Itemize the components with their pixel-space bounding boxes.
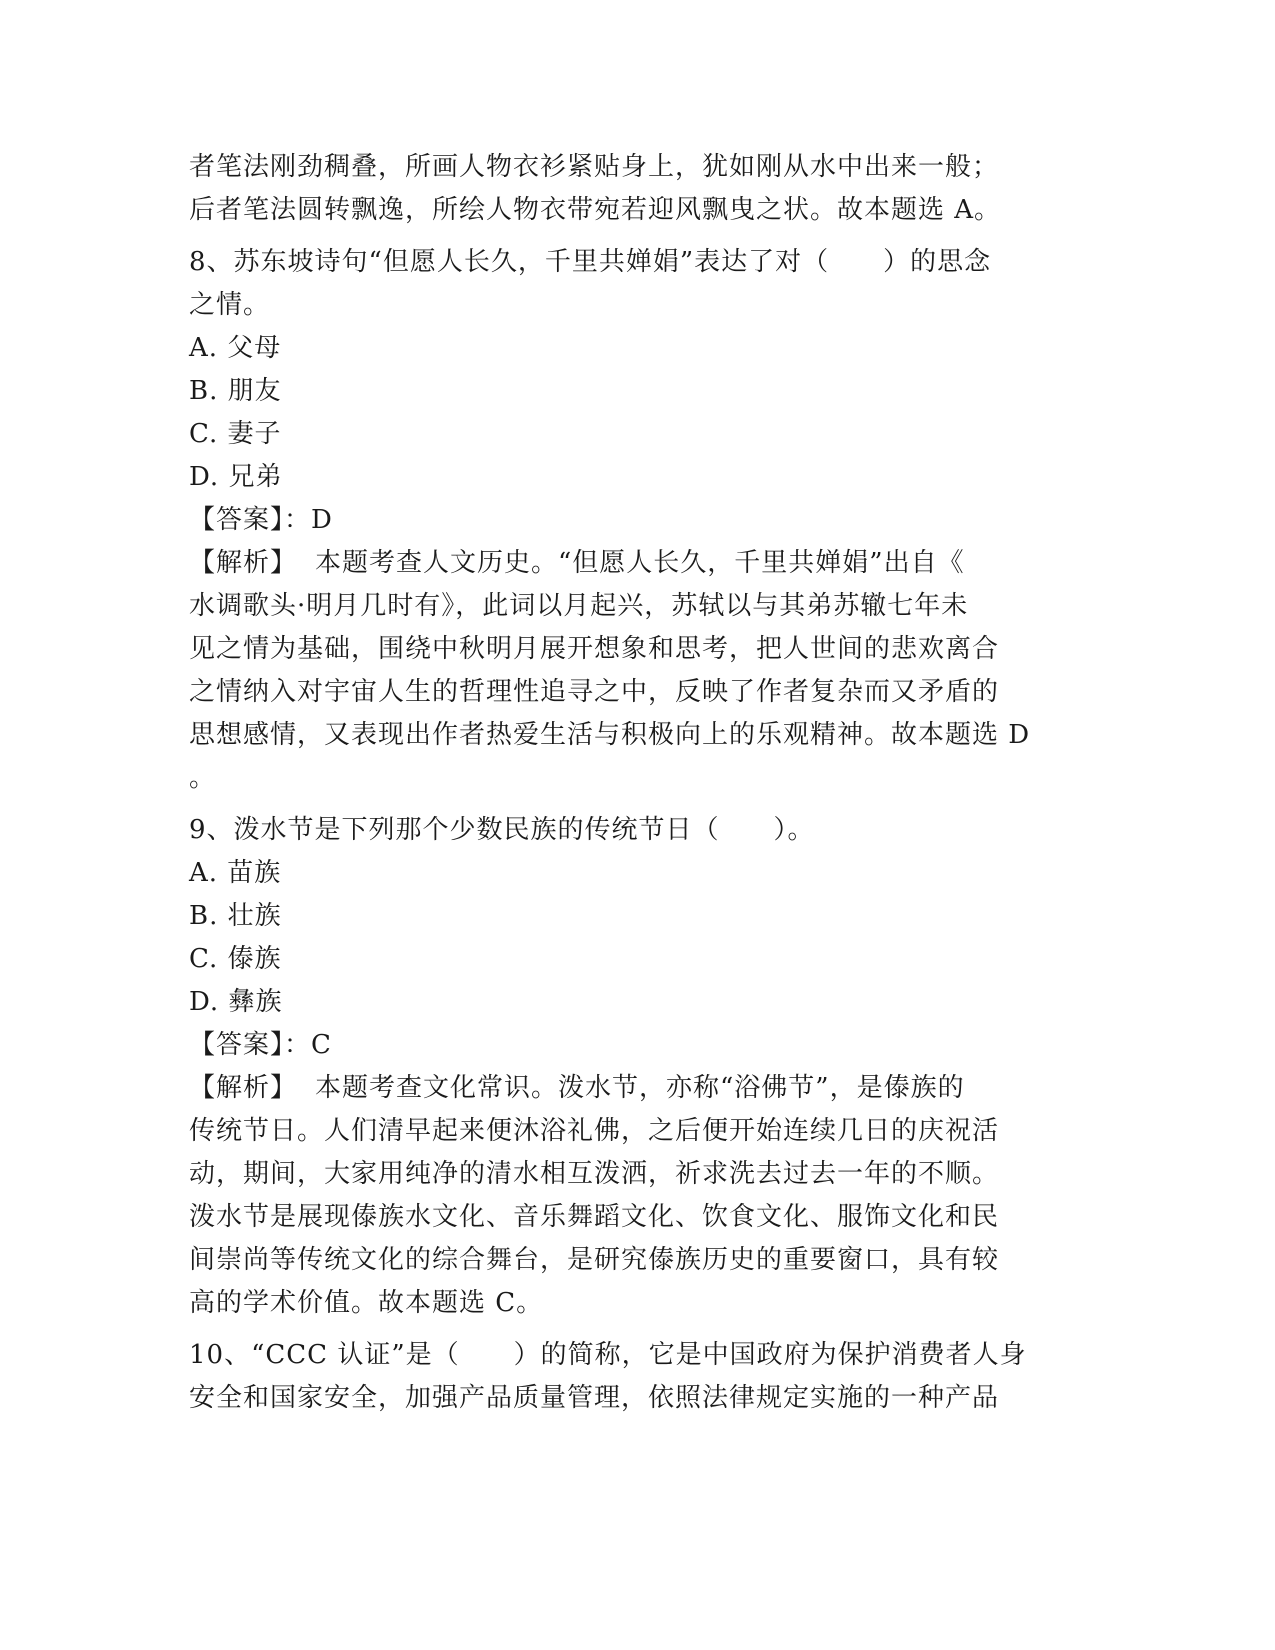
option-c: C. 傣族 <box>189 944 282 974</box>
answer-line <box>189 1024 1089 1067</box>
option-b: B. 朋友 <box>189 376 282 406</box>
analysis-line <box>189 1067 1089 1110</box>
option-c: C. 妻子 <box>189 419 282 449</box>
answer-line <box>189 499 1089 542</box>
intro-analysis <box>189 146 1089 232</box>
document-body <box>189 146 1089 1420</box>
question-8 <box>189 241 1089 800</box>
analysis-line: 之情纳入对宇宙人生的哲理性追寻之中，反映了作者复杂而又矛盾的 <box>189 677 1000 707</box>
question-9 <box>189 809 1089 1325</box>
analysis-line: 动，期间，大家用纯净的清水相互泼洒，祈求洗去过去一年的不顺。 <box>189 1159 1000 1189</box>
question-stem: 之情。 <box>189 290 271 320</box>
analysis-label: 【解析】 <box>189 548 298 578</box>
question-stem: 安全和国家安全，加强产品质量管理，依照法律规定实施的一种产品 <box>189 1383 1000 1413</box>
analysis-text: 本题考查人文历史。“但愿人长久，千里共婵娟”出自《 <box>315 548 965 578</box>
intro-line: 后者笔法圆转飘逸，所绘人物衣带宛若迎风飘曳之状。故本题选 A。 <box>189 195 1002 225</box>
option-d: D. 彝族 <box>189 987 283 1017</box>
analysis-line: 见之情为基础，围绕中秋明月展开想象和思考，把人世间的悲欢离合 <box>189 634 1000 664</box>
question-stem: 8、苏东坡诗句“但愿人长久，千里共婵娟”表达了对（ ）的思念 <box>189 247 992 277</box>
option-a: A. 父母 <box>189 333 282 363</box>
analysis-line: 水调歌头·明月几时有》，此词以月起兴，苏轼以与其弟苏辙七年未 <box>189 591 969 621</box>
question-10 <box>189 1334 1089 1420</box>
analysis-label: 【解析】 <box>189 1073 298 1103</box>
analysis-line: 泼水节是展现傣族水文化、音乐舞蹈文化、饮食文化、服饰文化和民 <box>189 1202 1000 1232</box>
question-stem: 10、“CCC 认证”是（ ）的简称，它是中国政府为保护消费者人身 <box>189 1340 1027 1370</box>
answer-value: D <box>311 505 333 535</box>
intro-line: 者笔法刚劲稠叠，所画人物衣衫紧贴身上，犹如刚从水中出来一般； <box>189 152 1000 182</box>
analysis-line <box>189 542 1089 585</box>
question-stem: 9、泼水节是下列那个少数民族的传统节日（ ）。 <box>189 815 815 845</box>
analysis-text: 本题考查文化常识。泼水节，亦称“浴佛节”，是傣族的 <box>315 1073 965 1103</box>
analysis-line: 传统节日。人们清早起来便沐浴礼佛，之后便开始连续几日的庆祝活 <box>189 1116 1000 1146</box>
option-b: B. 壮族 <box>189 901 282 931</box>
analysis-line: 。 <box>189 763 217 793</box>
answer-label: 【答案】： <box>189 505 312 535</box>
answer-label: 【答案】： <box>189 1030 312 1060</box>
option-d: D. 兄弟 <box>189 462 283 492</box>
analysis-line: 思想感情，又表现出作者热爱生活与积极向上的乐观精神。故本题选 D <box>189 720 1031 750</box>
answer-value: C <box>311 1030 332 1060</box>
analysis-line: 间崇尚等传统文化的综合舞台，是研究傣族历史的重要窗口，具有较 <box>189 1245 1000 1275</box>
analysis-line: 高的学术价值。故本题选 C。 <box>189 1288 544 1318</box>
option-a: A. 苗族 <box>189 858 282 888</box>
